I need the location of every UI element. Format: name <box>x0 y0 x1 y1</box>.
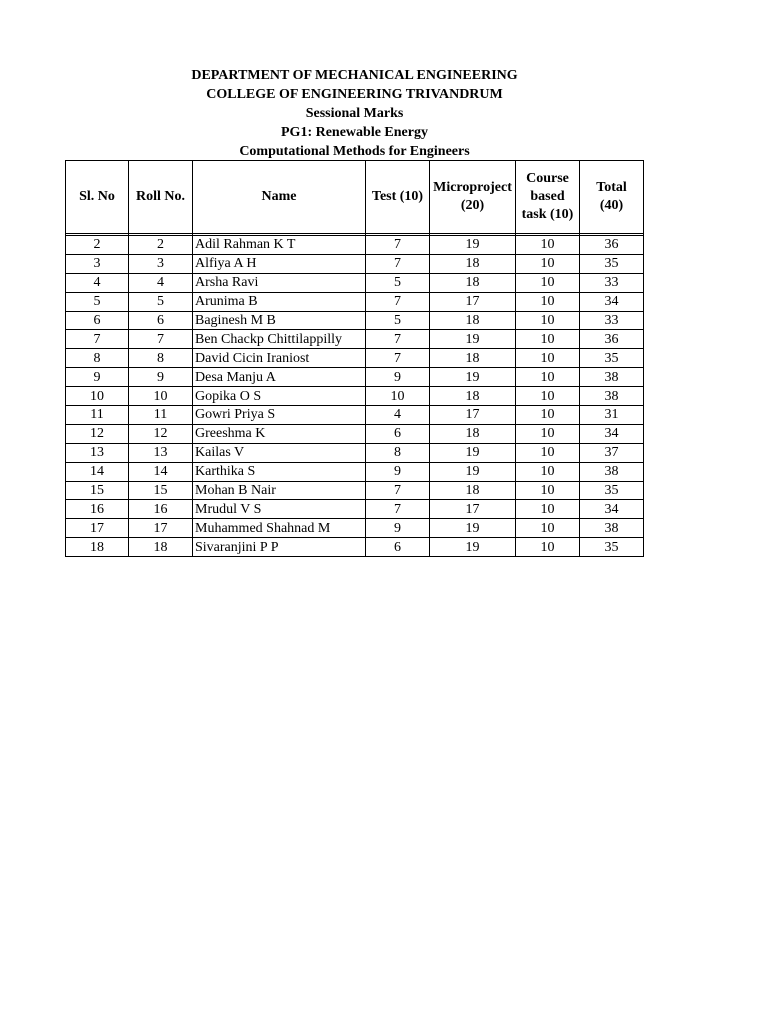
college-title: COLLEGE OF ENGINEERING TRIVANDRUM <box>206 87 503 102</box>
total-cell: 33 <box>580 273 644 292</box>
microproject-cell: 18 <box>430 273 516 292</box>
name-cell: Karthika S <box>193 462 366 481</box>
microproject-cell: 19 <box>430 368 516 387</box>
roll-no-cell: 6 <box>129 311 193 330</box>
roll-no-cell: 14 <box>129 462 193 481</box>
microproject-cell: 17 <box>430 406 516 425</box>
table-row <box>66 462 644 481</box>
roll-no-cell: 11 <box>129 406 193 425</box>
total-cell: 34 <box>580 500 644 519</box>
sl-no-cell: 4 <box>66 273 129 292</box>
total-cell: 35 <box>580 538 644 557</box>
microproject-cell: 18 <box>430 349 516 368</box>
name-cell: Mrudul V S <box>193 500 366 519</box>
microproject-cell: 17 <box>430 500 516 519</box>
course-task-cell: 10 <box>516 424 580 443</box>
microproject-cell: 19 <box>430 330 516 349</box>
test-cell: 5 <box>366 311 430 330</box>
sl-no-cell: 13 <box>66 443 129 462</box>
table-row <box>66 236 644 255</box>
microproject-cell: 18 <box>430 481 516 500</box>
table-row <box>66 368 644 387</box>
sl-no-cell: 14 <box>66 462 129 481</box>
sl-no-cell: 7 <box>66 330 129 349</box>
roll-no-cell: 13 <box>129 443 193 462</box>
course-title: Computational Methods for Engineers <box>239 144 470 159</box>
column-header-total: Total (40) <box>580 161 644 234</box>
test-cell: 7 <box>366 349 430 368</box>
course-task-cell: 10 <box>516 368 580 387</box>
test-cell: 7 <box>366 254 430 273</box>
course-task-cell: 10 <box>516 500 580 519</box>
table-row <box>66 519 644 538</box>
table-row <box>66 292 644 311</box>
test-cell: 7 <box>366 500 430 519</box>
microproject-cell: 19 <box>430 519 516 538</box>
document-header <box>66 66 643 161</box>
total-cell: 36 <box>580 236 644 255</box>
total-cell: 35 <box>580 481 644 500</box>
total-cell: 34 <box>580 292 644 311</box>
microproject-cell: 18 <box>430 254 516 273</box>
test-cell: 4 <box>366 406 430 425</box>
course-task-cell: 10 <box>516 349 580 368</box>
microproject-cell: 18 <box>430 311 516 330</box>
course-task-cell: 10 <box>516 330 580 349</box>
table-row <box>66 273 644 292</box>
roll-no-cell: 3 <box>129 254 193 273</box>
roll-no-cell: 18 <box>129 538 193 557</box>
course-task-cell: 10 <box>516 292 580 311</box>
microproject-cell: 19 <box>430 443 516 462</box>
sl-no-cell: 10 <box>66 387 129 406</box>
table-row <box>66 387 644 406</box>
sl-no-cell: 5 <box>66 292 129 311</box>
name-cell: Gopika O S <box>193 387 366 406</box>
roll-no-cell: 8 <box>129 349 193 368</box>
microproject-cell: 18 <box>430 387 516 406</box>
course-task-cell: 10 <box>516 443 580 462</box>
test-cell: 5 <box>366 273 430 292</box>
name-cell: Baginesh M B <box>193 311 366 330</box>
roll-no-cell: 15 <box>129 481 193 500</box>
table-row <box>66 349 644 368</box>
test-cell: 7 <box>366 481 430 500</box>
sl-no-cell: 18 <box>66 538 129 557</box>
course-task-cell: 10 <box>516 387 580 406</box>
name-cell: Gowri Priya S <box>193 406 366 425</box>
test-cell: 6 <box>366 424 430 443</box>
course-task-cell: 10 <box>516 519 580 538</box>
total-cell: 38 <box>580 368 644 387</box>
test-cell: 7 <box>366 292 430 311</box>
name-cell: Muhammed Shahnad M <box>193 519 366 538</box>
marks-table-body <box>66 236 644 557</box>
microproject-cell: 19 <box>430 538 516 557</box>
test-cell: 8 <box>366 443 430 462</box>
roll-no-cell: 17 <box>129 519 193 538</box>
course-task-cell: 10 <box>516 273 580 292</box>
microproject-cell: 19 <box>430 462 516 481</box>
name-cell: Desa Manju A <box>193 368 366 387</box>
total-cell: 38 <box>580 387 644 406</box>
total-cell: 34 <box>580 424 644 443</box>
microproject-cell: 19 <box>430 236 516 255</box>
test-cell: 9 <box>366 368 430 387</box>
roll-no-cell: 4 <box>129 273 193 292</box>
column-header-course-task: Course based task (10) <box>516 161 580 234</box>
roll-no-cell: 16 <box>129 500 193 519</box>
total-cell: 31 <box>580 406 644 425</box>
course-task-cell: 10 <box>516 254 580 273</box>
roll-no-cell: 2 <box>129 236 193 255</box>
report-title: Sessional Marks <box>305 106 404 121</box>
total-cell: 35 <box>580 254 644 273</box>
table-row <box>66 330 644 349</box>
name-cell: Adil Rahman K T <box>193 236 366 255</box>
test-cell: 10 <box>366 387 430 406</box>
name-cell: Greeshma K <box>193 424 366 443</box>
table-row <box>66 538 644 557</box>
roll-no-cell: 7 <box>129 330 193 349</box>
test-cell: 9 <box>366 462 430 481</box>
column-header-test: Test (10) <box>366 161 430 234</box>
name-cell: Alfiya A H <box>193 254 366 273</box>
sl-no-cell: 2 <box>66 236 129 255</box>
name-cell: Sivaranjini P P <box>193 538 366 557</box>
table-row <box>66 254 644 273</box>
course-task-cell: 10 <box>516 311 580 330</box>
sl-no-cell: 9 <box>66 368 129 387</box>
total-cell: 33 <box>580 311 644 330</box>
table-row <box>66 406 644 425</box>
name-cell: Mohan B Nair <box>193 481 366 500</box>
name-cell: Arsha Ravi <box>193 273 366 292</box>
department-title: DEPARTMENT OF MECHANICAL ENGINEERING <box>191 68 518 83</box>
course-task-cell: 10 <box>516 462 580 481</box>
table-row <box>66 481 644 500</box>
sl-no-cell: 12 <box>66 424 129 443</box>
marks-table <box>65 160 644 557</box>
course-task-cell: 10 <box>516 481 580 500</box>
name-cell: Ben Chackp Chittilappilly <box>193 330 366 349</box>
column-header-roll-no: Roll No. <box>129 161 193 234</box>
test-cell: 7 <box>366 236 430 255</box>
course-task-cell: 10 <box>516 236 580 255</box>
table-row <box>66 311 644 330</box>
microproject-cell: 17 <box>430 292 516 311</box>
microproject-cell: 18 <box>430 424 516 443</box>
total-cell: 37 <box>580 443 644 462</box>
marks-table-header <box>66 161 644 236</box>
column-header-microproject: Microproject (20) <box>430 161 516 234</box>
course-task-cell: 10 <box>516 538 580 557</box>
table-row <box>66 500 644 519</box>
total-cell: 38 <box>580 519 644 538</box>
sl-no-cell: 11 <box>66 406 129 425</box>
total-cell: 38 <box>580 462 644 481</box>
sl-no-cell: 15 <box>66 481 129 500</box>
roll-no-cell: 10 <box>129 387 193 406</box>
sl-no-cell: 6 <box>66 311 129 330</box>
test-cell: 7 <box>366 330 430 349</box>
course-task-cell: 10 <box>516 406 580 425</box>
roll-no-cell: 5 <box>129 292 193 311</box>
column-header-sl-no: Sl. No <box>66 161 129 234</box>
sl-no-cell: 3 <box>66 254 129 273</box>
name-cell: David Cicin Iraniost <box>193 349 366 368</box>
sl-no-cell: 8 <box>66 349 129 368</box>
column-header-name: Name <box>193 161 366 234</box>
test-cell: 9 <box>366 519 430 538</box>
total-cell: 36 <box>580 330 644 349</box>
name-cell: Kailas V <box>193 443 366 462</box>
roll-no-cell: 12 <box>129 424 193 443</box>
programme-title: PG1: Renewable Energy <box>281 125 428 140</box>
sl-no-cell: 17 <box>66 519 129 538</box>
table-row <box>66 443 644 462</box>
test-cell: 6 <box>366 538 430 557</box>
sl-no-cell: 16 <box>66 500 129 519</box>
total-cell: 35 <box>580 349 644 368</box>
name-cell: Arunima B <box>193 292 366 311</box>
table-row <box>66 424 644 443</box>
roll-no-cell: 9 <box>129 368 193 387</box>
